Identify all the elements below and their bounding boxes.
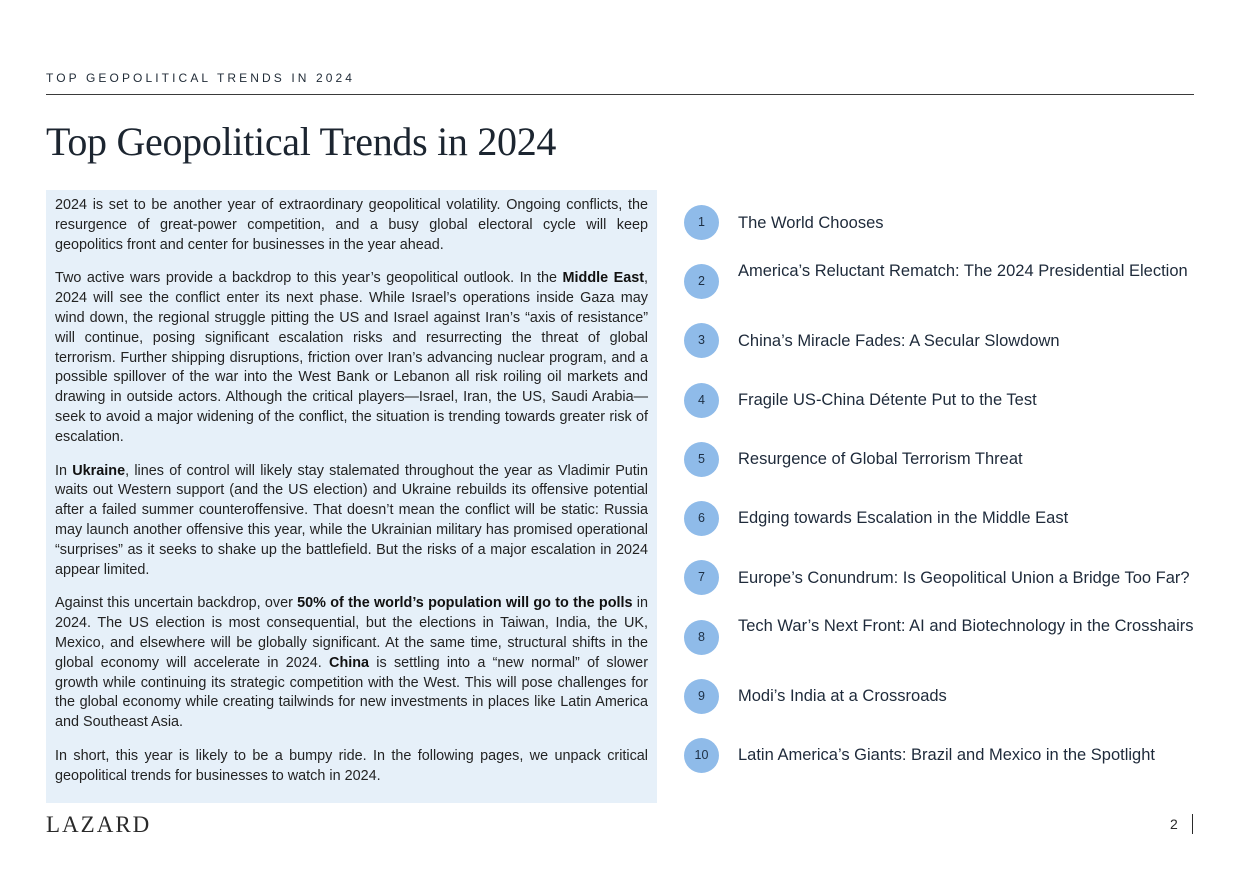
- section-kicker: TOP GEOPOLITICAL TRENDS IN 2024: [46, 71, 356, 85]
- trend-label: China’s Miracle Fades: A Secular Slowdown: [738, 332, 1060, 350]
- trend-label: America’s Reluctant Rematch: The 2024 Presidential Election: [738, 262, 1188, 280]
- trend-number-badge: 7: [684, 560, 719, 595]
- p3-bold-ukraine: Ukraine: [72, 462, 126, 479]
- intro-paragraph-5: In short, this year is likely to be a bumpy ride. In the following pages, we unpack critical geopolitical trends for businesses to watch in 2024.: [55, 747, 648, 784]
- intro-panel: [46, 190, 657, 803]
- intro-paragraph-1: 2024 is set to be another year of extraordinary geopolitical volatility. Ongoing conflicts, the resurgence of great-power competition, and a busy global electoral cycle will keep geopolitics front and center for businesses in the year ahead.: [55, 197, 648, 253]
- p4-bold-china: China: [329, 654, 370, 671]
- trend-label: Resurgence of Global Terrorism Threat: [738, 450, 1023, 468]
- lazard-logo: LAZARD: [46, 812, 152, 837]
- intro-paragraph-2: [55, 269, 648, 447]
- trend-label: Fragile US-China Détente Put to the Test: [738, 391, 1037, 409]
- p3-text-a: In: [55, 462, 73, 479]
- intro-paragraph-3: [55, 462, 648, 581]
- trend-number-badge: 10: [684, 738, 719, 773]
- page-number-divider: [1192, 814, 1193, 834]
- p2-text-a: Two active wars provide a backdrop to this year’s geopolitical outlook. In the: [55, 270, 563, 287]
- trend-number-badge: 4: [684, 383, 719, 418]
- trend-number-badge: 2: [684, 264, 719, 299]
- trend-number-badge: 6: [684, 501, 719, 536]
- p4-text-e: is settling into a “new normal” of slower growth while continuing its strategic competition with the West. This will pose challenges for the global economy while creating tailwinds for new investments in places like Latin America and Southeast Asia.: [55, 654, 648, 731]
- trend-number-badge: 5: [684, 442, 719, 477]
- page-title: Top Geopolitical Trends in 2024: [46, 119, 557, 164]
- trend-label: Modi’s India at a Crossroads: [738, 687, 947, 705]
- p4-text-a: Against this uncertain backdrop, over: [55, 595, 298, 612]
- trend-number-badge: 1: [684, 205, 719, 240]
- header-rule: [46, 94, 1194, 95]
- p2-bold-middle-east: Middle East: [562, 270, 644, 287]
- p3-text-c: , lines of control will likely stay stalemated throughout the year as Vladimir Putin waits out Western support (and the US election) and Ukraine rebuilds its offensive potential after a failed summer counteroffensive. That doesn’t mean the conflict will be static: Russia may launch another offensive this year, while the Ukrainian military has promised operational “surprises” as it seeks to shake up the battlefield. But the risks of a major escalation in 2024 appear limited.: [55, 462, 648, 578]
- p2-text-c: , 2024 will see the conflict enter its next phase. While Israel’s operations inside Gaza may wind down, the regional struggle pitting the US and Israel against Iran’s “axis of resistance” will continue, posing significant escalation risks and resurrecting the threat of global terrorism. Further shipping disruptions, friction over Iran’s advancing nuclear program, and a possible spillover of the war into the West Bank or Lebanon all risk roiling oil markets and drawing in outside actors. Although the critical players—Israel, Iran, the US, Saudi Arabia—seek to avoid a major widening of the conflict, the situation is trending towards greater risk of escalation.: [55, 270, 648, 445]
- trend-label: The World Chooses: [738, 214, 884, 232]
- trend-label: Edging towards Escalation in the Middle East: [738, 509, 1069, 527]
- trend-label: Latin America’s Giants: Brazil and Mexico in the Spotlight: [738, 746, 1155, 764]
- trend-label: Tech War’s Next Front: AI and Biotechnology in the Crosshairs: [738, 617, 1194, 635]
- p4-bold-population: 50% of the world’s population will go to the polls: [297, 595, 633, 612]
- trend-number-badge: 3: [684, 323, 719, 358]
- page-number: 2: [1170, 816, 1178, 832]
- trend-number-badge: 8: [684, 620, 719, 655]
- trend-label: Europe’s Conundrum: Is Geopolitical Union a Bridge Too Far?: [738, 569, 1190, 587]
- p4-text-c: in 2024. The US election is most consequential, but the elections in Taiwan, India, the UK, Mexico, and elsewhere will be globally significant. At the same time, structural shifts in the global economy will accelerate in 2024.: [55, 595, 648, 671]
- trend-number-badge: 9: [684, 679, 719, 714]
- intro-paragraph-4: [55, 594, 648, 733]
